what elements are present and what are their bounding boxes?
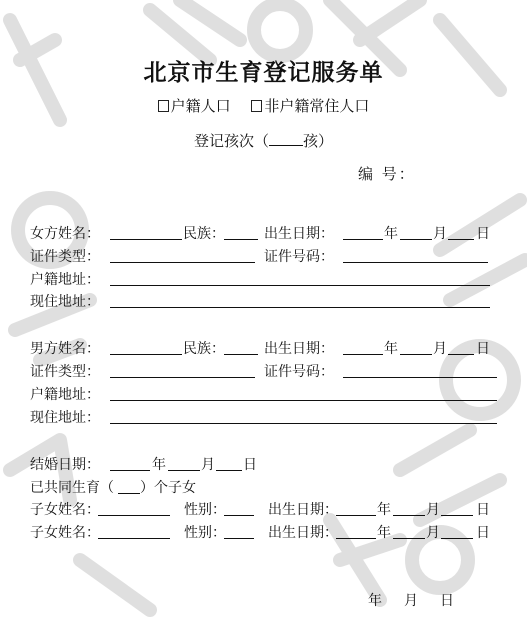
birth-order-suffix: 孩） bbox=[303, 132, 334, 150]
option-non-registered-label: 非户籍常住人口 bbox=[264, 97, 370, 115]
child-2-birth-day-field[interactable] bbox=[441, 538, 473, 539]
birth-order-blank[interactable] bbox=[269, 133, 303, 146]
child-1-gender-label: 性别： bbox=[184, 502, 226, 518]
male-current-address-row bbox=[30, 407, 500, 427]
male-hukou-row bbox=[30, 384, 500, 404]
option-registered-label: 户籍人口 bbox=[170, 97, 231, 115]
male-current-address-label: 现住地址： bbox=[30, 410, 100, 426]
female-hukou-field[interactable] bbox=[110, 285, 490, 286]
female-id-row bbox=[30, 246, 500, 266]
checkbox-non-registered[interactable] bbox=[251, 100, 262, 112]
male-name-label: 男方姓名： bbox=[30, 341, 100, 357]
male-ethnicity-field[interactable] bbox=[224, 354, 258, 355]
child-1-birth-day-field[interactable] bbox=[441, 515, 473, 516]
female-id-type-field[interactable] bbox=[110, 262, 255, 263]
female-hukou-row bbox=[30, 269, 500, 289]
child-2-birth-month-field[interactable] bbox=[393, 538, 425, 539]
child-1-birth-year-field[interactable] bbox=[336, 515, 376, 516]
male-id-row bbox=[30, 361, 500, 381]
marriage-year-label: 年 bbox=[152, 457, 166, 473]
children-count-suffix: ）个子女 bbox=[140, 480, 196, 496]
female-name-label: 女方姓名： bbox=[30, 226, 100, 242]
child-row-2 bbox=[30, 522, 500, 542]
option-non-registered[interactable] bbox=[251, 95, 369, 116]
child-2-name-field[interactable] bbox=[98, 538, 170, 539]
marriage-month-label: 月 bbox=[201, 457, 215, 473]
children-count-prefix: 已共同生育（ bbox=[30, 480, 114, 496]
male-ethnicity-label: 民族： bbox=[183, 341, 225, 357]
female-birthdate-label: 出生日期： bbox=[264, 226, 334, 242]
child-1-name-label: 子女姓名： bbox=[30, 502, 100, 518]
child-2-year-label: 年 bbox=[377, 525, 391, 541]
female-ethnicity-field[interactable] bbox=[224, 239, 258, 240]
male-id-type-field[interactable] bbox=[110, 377, 255, 378]
signature-date bbox=[368, 590, 476, 610]
female-hukou-label: 户籍地址： bbox=[30, 272, 100, 288]
signature-month-label: 月 bbox=[404, 593, 418, 609]
female-current-address-label: 现住地址： bbox=[30, 294, 100, 310]
child-row-1 bbox=[30, 499, 500, 519]
male-id-number-label: 证件号码： bbox=[264, 364, 334, 380]
child-2-gender-label: 性别： bbox=[184, 525, 226, 541]
female-month-label: 月 bbox=[433, 226, 447, 242]
female-birth-year-field[interactable] bbox=[343, 239, 383, 240]
male-birth-day-field[interactable] bbox=[448, 354, 474, 355]
male-hukou-label: 户籍地址： bbox=[30, 387, 100, 403]
child-1-month-label: 月 bbox=[426, 502, 440, 518]
child-2-birth-year-field[interactable] bbox=[336, 538, 376, 539]
marriage-year-field[interactable] bbox=[110, 470, 150, 471]
female-name-row bbox=[30, 223, 500, 243]
female-current-address-field[interactable] bbox=[110, 307, 490, 308]
child-2-day-label: 日 bbox=[476, 525, 490, 541]
male-day-label: 日 bbox=[476, 341, 490, 357]
male-id-number-field[interactable] bbox=[343, 377, 497, 378]
female-year-label: 年 bbox=[384, 226, 398, 242]
option-registered[interactable] bbox=[158, 95, 231, 116]
marriage-day-field[interactable] bbox=[216, 470, 242, 471]
form-title: 北京市生育登记服务单 bbox=[143, 59, 384, 86]
marriage-date-row bbox=[30, 454, 330, 474]
checkbox-registered[interactable] bbox=[158, 100, 169, 112]
child-1-birthdate-label: 出生日期： bbox=[268, 502, 338, 518]
female-current-address-row bbox=[30, 291, 500, 311]
female-name-field[interactable] bbox=[110, 239, 182, 240]
child-1-year-label: 年 bbox=[377, 502, 391, 518]
male-month-label: 月 bbox=[433, 341, 447, 357]
population-type-options bbox=[0, 95, 527, 116]
female-birth-day-field[interactable] bbox=[448, 239, 474, 240]
child-1-name-field[interactable] bbox=[98, 515, 170, 516]
child-2-birthdate-label: 出生日期： bbox=[268, 525, 338, 541]
child-2-name-label: 子女姓名： bbox=[30, 525, 100, 541]
male-name-row bbox=[30, 338, 500, 358]
male-year-label: 年 bbox=[384, 341, 398, 357]
children-count-row bbox=[30, 477, 330, 497]
child-1-gender-field[interactable] bbox=[224, 515, 254, 516]
child-2-month-label: 月 bbox=[426, 525, 440, 541]
marriage-date-label: 结婚日期： bbox=[30, 457, 100, 473]
male-hukou-field[interactable] bbox=[110, 400, 497, 401]
signature-year-label: 年 bbox=[368, 593, 382, 609]
female-birth-month-field[interactable] bbox=[400, 239, 432, 240]
children-count-field[interactable] bbox=[118, 493, 140, 494]
child-1-day-label: 日 bbox=[476, 502, 490, 518]
female-ethnicity-label: 民族： bbox=[183, 226, 225, 242]
marriage-month-field[interactable] bbox=[168, 470, 200, 471]
female-id-type-label: 证件类型： bbox=[30, 249, 100, 265]
male-birth-year-field[interactable] bbox=[343, 354, 383, 355]
signature-day-label: 日 bbox=[440, 593, 454, 609]
serial-number-label: 编 号： bbox=[358, 165, 416, 183]
child-1-birth-month-field[interactable] bbox=[393, 515, 425, 516]
birth-order-label: 登记孩次（ bbox=[193, 132, 269, 150]
female-id-number-label: 证件号码： bbox=[264, 249, 334, 265]
female-day-label: 日 bbox=[476, 226, 490, 242]
birth-order-line bbox=[0, 130, 527, 151]
child-2-gender-field[interactable] bbox=[224, 538, 254, 539]
female-id-number-field[interactable] bbox=[343, 262, 488, 263]
male-birthdate-label: 出生日期： bbox=[264, 341, 334, 357]
marriage-day-label: 日 bbox=[243, 457, 257, 473]
male-birth-month-field[interactable] bbox=[400, 354, 432, 355]
male-current-address-field[interactable] bbox=[110, 423, 497, 424]
male-name-field[interactable] bbox=[110, 354, 182, 355]
male-id-type-label: 证件类型： bbox=[30, 364, 100, 380]
